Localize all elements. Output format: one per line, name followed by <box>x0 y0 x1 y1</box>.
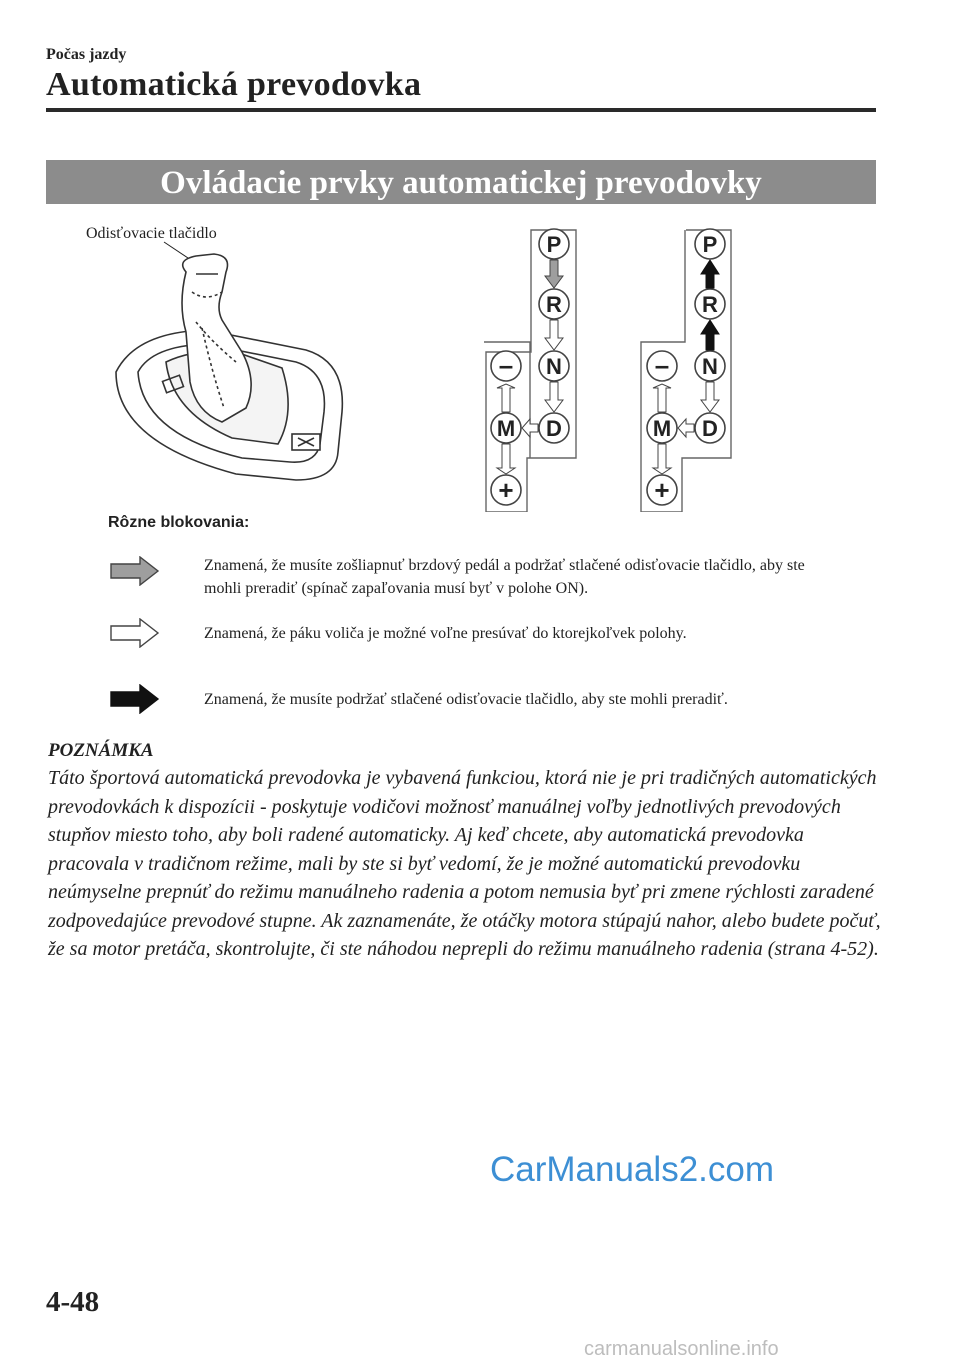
gear-r-right: R <box>702 292 718 317</box>
legend-text-black: Znamená, že musíte podržať stlačené odisťovacie tlačidlo, aby ste mohli preradiť. <box>204 691 728 708</box>
section-label: Počas jazdy <box>46 46 127 63</box>
plus-right: + <box>654 475 670 505</box>
corner-watermark: carmanualsonline.info <box>584 1338 779 1360</box>
section-banner: Ovládacie prvky automatickej prevodovky <box>46 160 876 204</box>
legend-text-outline: Znamená, že páku voliča je možné voľne presúvať do ktorejkoľvek polohy. <box>204 625 687 642</box>
title-divider <box>46 108 876 112</box>
gear-r-left: R <box>546 292 562 317</box>
outline-arrow-icon <box>110 618 160 648</box>
plus-left: + <box>498 475 514 505</box>
page-number: 4-48 <box>46 1286 100 1318</box>
black-arrow-icon <box>110 684 160 714</box>
shift-pattern-left <box>484 229 576 512</box>
note-title: POZNÁMKA <box>48 740 154 761</box>
gear-lever-illustration <box>116 254 342 480</box>
page-title: Automatická prevodovka <box>46 66 422 103</box>
shift-pattern-right <box>641 229 731 512</box>
legend-text-gray: Znamená, že musíte zošliapnuť brzdový pedál a podržať stlačené odisťovacie tlačidlo, aby ste mohli preradiť (spínač zapaľovania musí byť v polohe ON). <box>204 557 805 597</box>
lock-types-heading: Rôzne blokovania: <box>108 514 250 531</box>
minus-right: – <box>654 350 670 380</box>
gear-d-right: D <box>702 416 718 441</box>
gear-n-left: N <box>546 354 562 379</box>
gear-p-right: P <box>702 232 718 257</box>
minus-left: – <box>498 350 514 380</box>
note-body: Táto športová automatická prevodovka je vybavená funkciou, ktorá nie je pri tradičných automatických prevodovkách k dispozícii - poskytuje vodičovi možnosť manuálnej voľby jednotlivých prevodových stupňov miesto toho, aby boli radené automaticky. Aj keď chcete, aby automatická prevodovka pracovala v tradičnom režime, mali by ste si byť vedomí, že je možné automatickú prevodovku neúmyselne prepnúť do režimu manuálneho radenia a potom nemusia byť pri zmene rýchlosti zaradené zodpovedajúce prevodové stupne. Ak zaznamenáte, že otáčky motora stúpajú nahor, alebo budete počuť, že sa motor pretáča, skontrolujte, či ste náhodou neprepli do režimu manuálneho radenia (strana 4-52). <box>48 767 881 960</box>
gear-m-left: M <box>496 416 516 441</box>
gear-m-right: M <box>652 416 672 441</box>
gray-arrow-icon <box>110 556 160 586</box>
gear-d-left: D <box>546 416 562 441</box>
shift-lever-figure <box>46 212 876 512</box>
watermark-logo: CarManuals2.com <box>490 1150 774 1189</box>
gear-p-left: P <box>546 232 562 257</box>
release-button-callout: Odisťovacie tlačidlo <box>86 225 217 242</box>
gear-n-right: N <box>702 354 718 379</box>
